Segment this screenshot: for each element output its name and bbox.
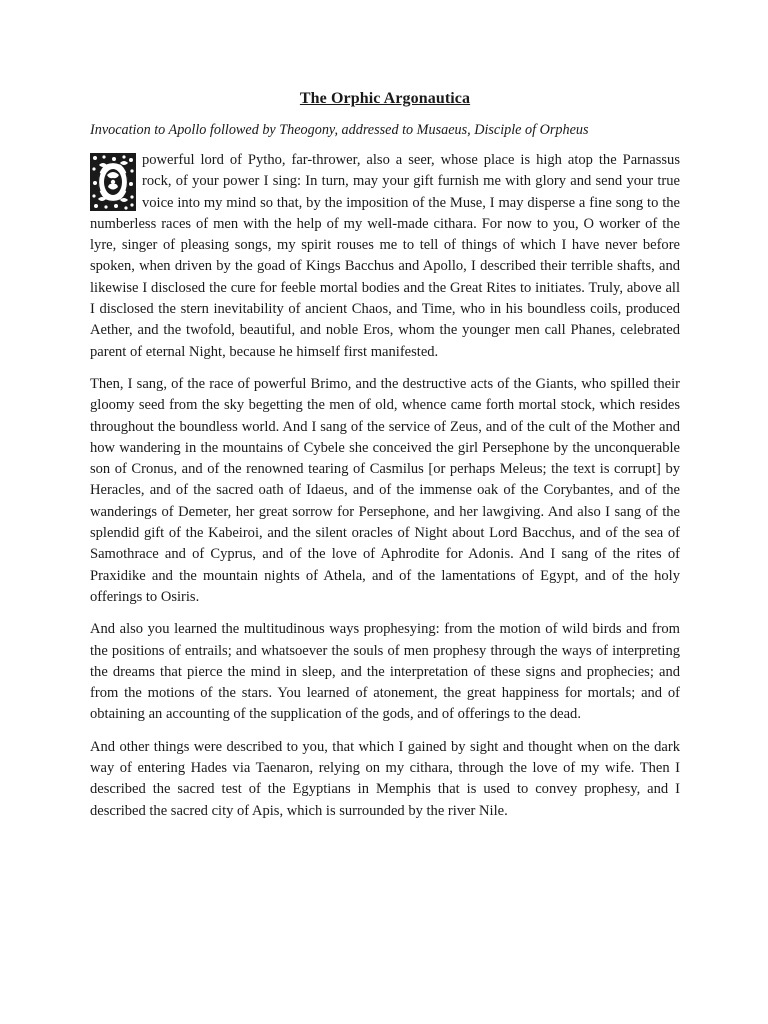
paragraph-3: And also you learned the multitudinous ways prophesying: from the motion of wild birds and from the positions of entrails; and whatsoever the souls of men prophesy through the ways of interpreting the dreams that pierce the mind in sleep, and the interpretation of these signs and prophecies; and from the motions of the stars. You learned of atonement, the great happiness for mortals; and of obtaining an accounting of the supplication of the gods, and of offerings to the dead. — [90, 621, 680, 723]
document-page — [90, 90, 680, 833]
paragraph-1-text: powerful lord of Pytho, far-thrower, also a seer, whose place is high atop the Parnassus rock, of your power I sing: In turn, may your gift furnish me with glory and send your true voice into my mind so that, by the imposition of the Muse, I may disperse a fine song to the numberless races of men with the help of my well-made cithara. For now to you, O worker of the lyre, singer of pleasing songs, my spirit rouses me to tell of things of which I have never before spoken, when driven by the goad of Kings Bacchus and Apollo, I described their terrible shafts, and likewise I disclosed the cure for feeble mortal bodies and the Great Rites to initiates. Truly, above all I disclosed the stern inevitability of ancient Chaos, and Time, who in his boundless coils, produced Aether, and the twofold, beautiful, and noble Eros, whom the younger men call Phanes, celebrated parent of eternal Night, because he himself first manifested. — [90, 152, 680, 360]
document-title: The Orphic Argonautica — [299, 90, 471, 107]
document-subtitle: Invocation to Apollo followed by Theogony, addressed to Musaeus, Disciple of Orpheus — [90, 122, 589, 138]
paragraph-4: And other things were described to you, that which I gained by sight and thought when on the dark way of entering Hades via Taenaron, relying on my cithara, through the love of my wife. Then I described the sacred test of the Egyptians in Memphis that is used to convey prophesy, and I described the sacred city of Apis, which is surrounded by the river Nile. — [90, 738, 680, 819]
decorative-dropcap-icon — [90, 153, 136, 211]
paragraph-1 — [90, 150, 680, 363]
paragraph-2: Then, I sang, of the race of powerful Brimo, and the destructive acts of the Giants, who spilled their gloomy seed from the sky begetting the men of old, whence came forth mortal stock, which resides throughout the boundless world. And I sang of the service of Zeus, and of the cult of the Mother and how wandering in the mountains of Cybele she conceived the girl Persephone by the unconquerable son of Cronus, and of the renowned tearing of Casmilus [or perhaps Meleus; the text is corrupt] by Heracles, and of the sacred oath of Idaeus, and of the immense oak of the Corybantes, and of the wanderings of Demeter, her great sorrow for Persephone, and her lawgiving. And also I sang of the splendid gift of the Kabeiroi, and the silent oracles of Night about Lord Bacchus, and of the sea of Samothrace and of Cyprus, and of the love of Aphrodite for Adonis. And I sang of the rites of Praxidike and the mountain nights of Athela, and of the lamentations of Egypt, and of the holy offerings to Osiris. — [90, 375, 680, 605]
